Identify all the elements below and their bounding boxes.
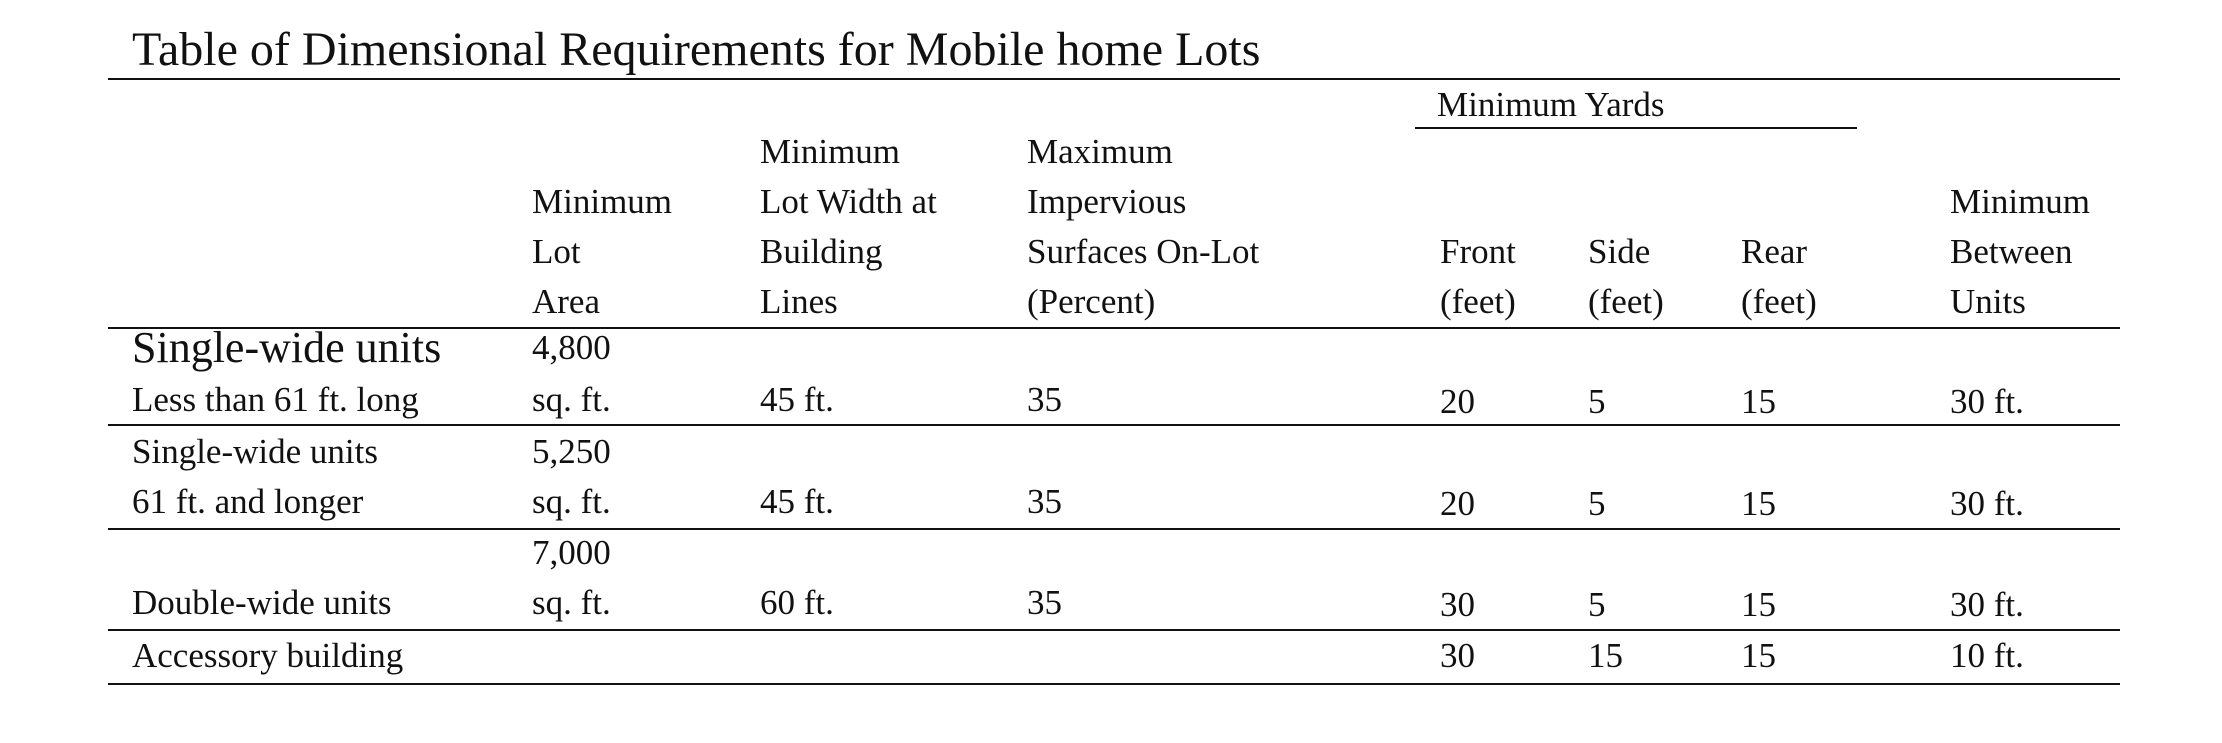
top-rule (108, 78, 2120, 80)
bottom-rule (108, 683, 2120, 685)
row-divider-3 (108, 629, 2120, 631)
minimum-yards-header: Minimum Yards (1437, 85, 1665, 124)
table-title: Table of Dimensional Requirements for Mobile home Lots (132, 23, 1261, 76)
row-divider-2 (108, 528, 2120, 530)
